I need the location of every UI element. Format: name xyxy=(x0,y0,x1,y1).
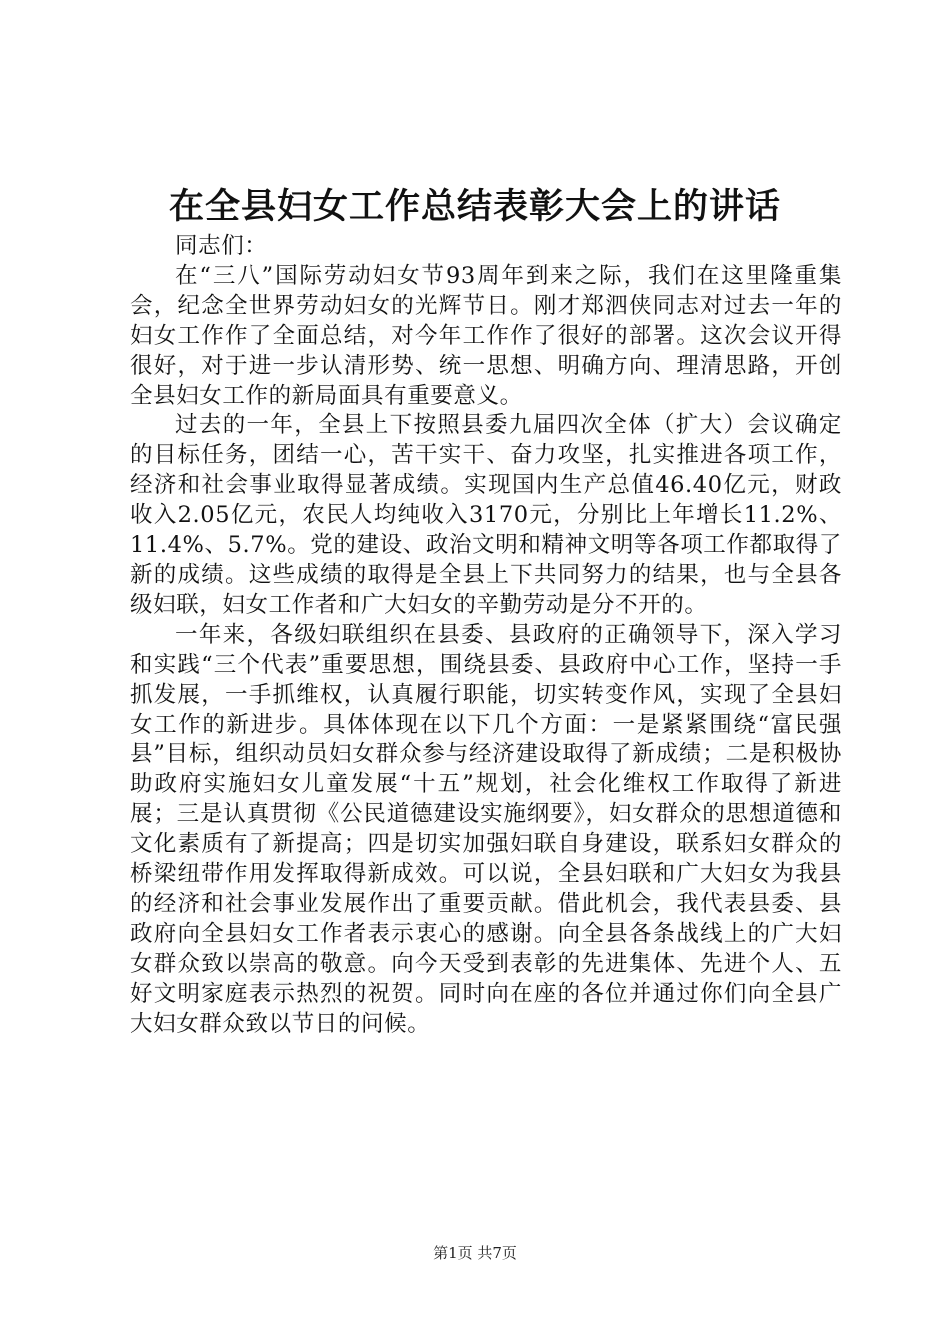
paragraph-2: 过去的一年，全县上下按照县委九届四次全体（扩大）会议确定的目标任务，团结一心，苦干实干、奋力攻坚，扎实推进各项工作，经济和社会事业取得显著成绩。实现国内生产总值46.40亿元，财政收入2.05亿元，农民人均纯收入3170元，分别比上年增长11.2%、11.4%、5.7%。党的建设、政治文明和精神文明等各项工作都取得了新的成绩。这些成绩的取得是全县上下共同努力的结果，也与全县各级妇联，妇女工作者和广大妇女的辛勤劳动是分不开的。 xyxy=(130,412,842,618)
paragraph-1: 在“三八”国际劳动妇女节93周年到来之际，我们在这里隆重集会，纪念全世界劳动妇女的光辉节日。刚才郑泗侠同志对过去一年的妇女工作作了全面总结，对今年工作作了很好的部署。这次会议开得很好，对于进一步认清形势、统一思想、明确方向、理清思路，开创全县妇女工作的新局面具有重要意义。 xyxy=(130,262,842,409)
document-body xyxy=(130,232,842,1039)
salutation: 同志们： xyxy=(175,233,268,259)
document-title: 在全县妇女工作总结表彰大会上的讲话 xyxy=(168,186,781,227)
page-number-footer: 第1页 共7页 xyxy=(433,1244,517,1262)
paragraph-3: 一年来，各级妇联组织在县委、县政府的正确领导下，深入学习和实践“三个代表”重要思想，围绕县委、县政府中心工作，坚持一手抓发展，一手抓维权，认真履行职能，切实转变作风，实现了全县妇女工作的新进步。具体体现在以下几个方面：一是紧紧围绕“富民强县”目标，组织动员妇女群众参与经济建设取得了新成绩；二是积极协助政府实施妇女儿童发展“十五”规划，社会化维权工作取得了新进展；三是认真贯彻《公民道德建设实施纲要》，妇女群众的思想道德和文化素质有了新提高；四是切实加强妇联自身建设，联系妇女群众的桥梁纽带作用发挥取得新成效。可以说，全县妇联和广大妇女为我县的经济和社会事业发展作出了重要贡献。借此机会，我代表县委、县政府向全县妇女工作者表示衷心的感谢。向全县各条战线上的广大妇女群众致以崇高的敬意。向今天受到表彰的先进集体、先进个人、五好文明家庭表示热烈的祝贺。同时向在座的各位并通过你们向全县广大妇女群众致以节日的问候。 xyxy=(130,621,842,1037)
